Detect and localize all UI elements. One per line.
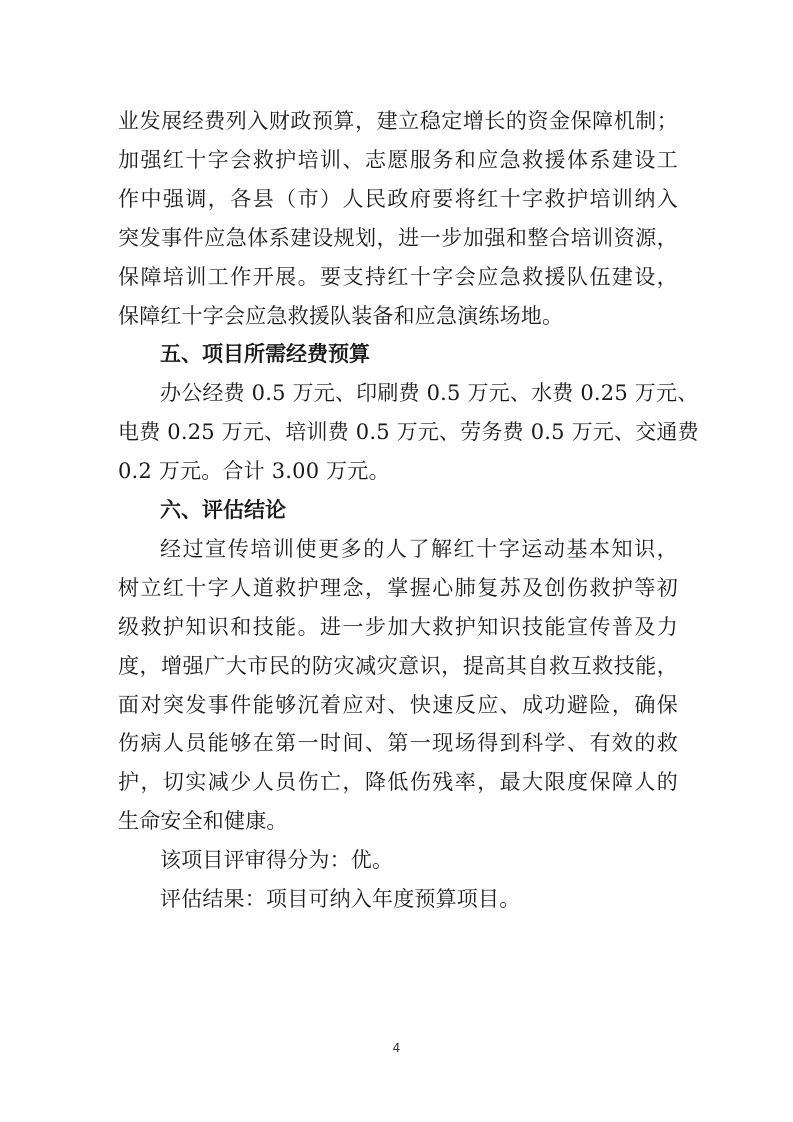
body-line: 面对突发事件能够沉着应对、快速反应、成功避险，确保 [118,692,678,717]
body-line: 护，切实减少人员伤亡，降低伤残率，最大限度保障人的 [118,770,678,795]
body-line: 业发展经费列入财政预算，建立稳定增长的资金保障机制； [118,109,678,133]
body-line: 0.2 万元。合计 3.00 万元。 [118,459,390,484]
body-line: 电费 0.25 万元、培训费 0.5 万元、劳务费 0.5 万元、交通费 [118,420,699,445]
section-heading-conclusion: 六、评估结论 [160,498,286,522]
body-line: 经过宣传培训使更多的人了解红十字运动基本知识， [160,536,678,561]
body-line: 保障红十字会应急救援队装备和应急演练场地。 [118,303,564,328]
page-number: 4 [392,1041,401,1055]
body-line: 度，增强广大市民的防灾减灾意识，提高其自救互救技能， [118,653,678,678]
body-line: 级救护知识和技能。进一步加大救护知识技能宣传普及力 [118,614,678,639]
body-line: 突发事件应急体系建设规划，进一步加强和整合培训资源， [118,225,678,250]
score-line: 该项目评审得分为：优。 [160,848,394,873]
body-line: 加强红十字会救护培训、志愿服务和应急救援体系建设工 [118,147,678,172]
body-line: 作中强调，各县（市）人民政府要将红十字救护培训纳入 [118,186,678,211]
body-line: 保障培训工作开展。要支持红十字会应急救援队伍建设， [118,264,678,289]
section-heading-budget: 五、项目所需经费预算 [160,342,370,367]
body-line: 树立红十字人道救护理念，掌握心肺复苏及创伤救护等初 [118,575,678,600]
result-line: 评估结果：项目可纳入年度预算项目。 [160,887,521,911]
body-line: 伤病人员能够在第一时间、第一现场得到科学、有效的救 [118,731,678,756]
body-line: 办公经费 0.5 万元、印刷费 0.5 万元、水费 0.25 万元、 [160,381,699,406]
body-line: 生命安全和健康。 [118,809,288,834]
